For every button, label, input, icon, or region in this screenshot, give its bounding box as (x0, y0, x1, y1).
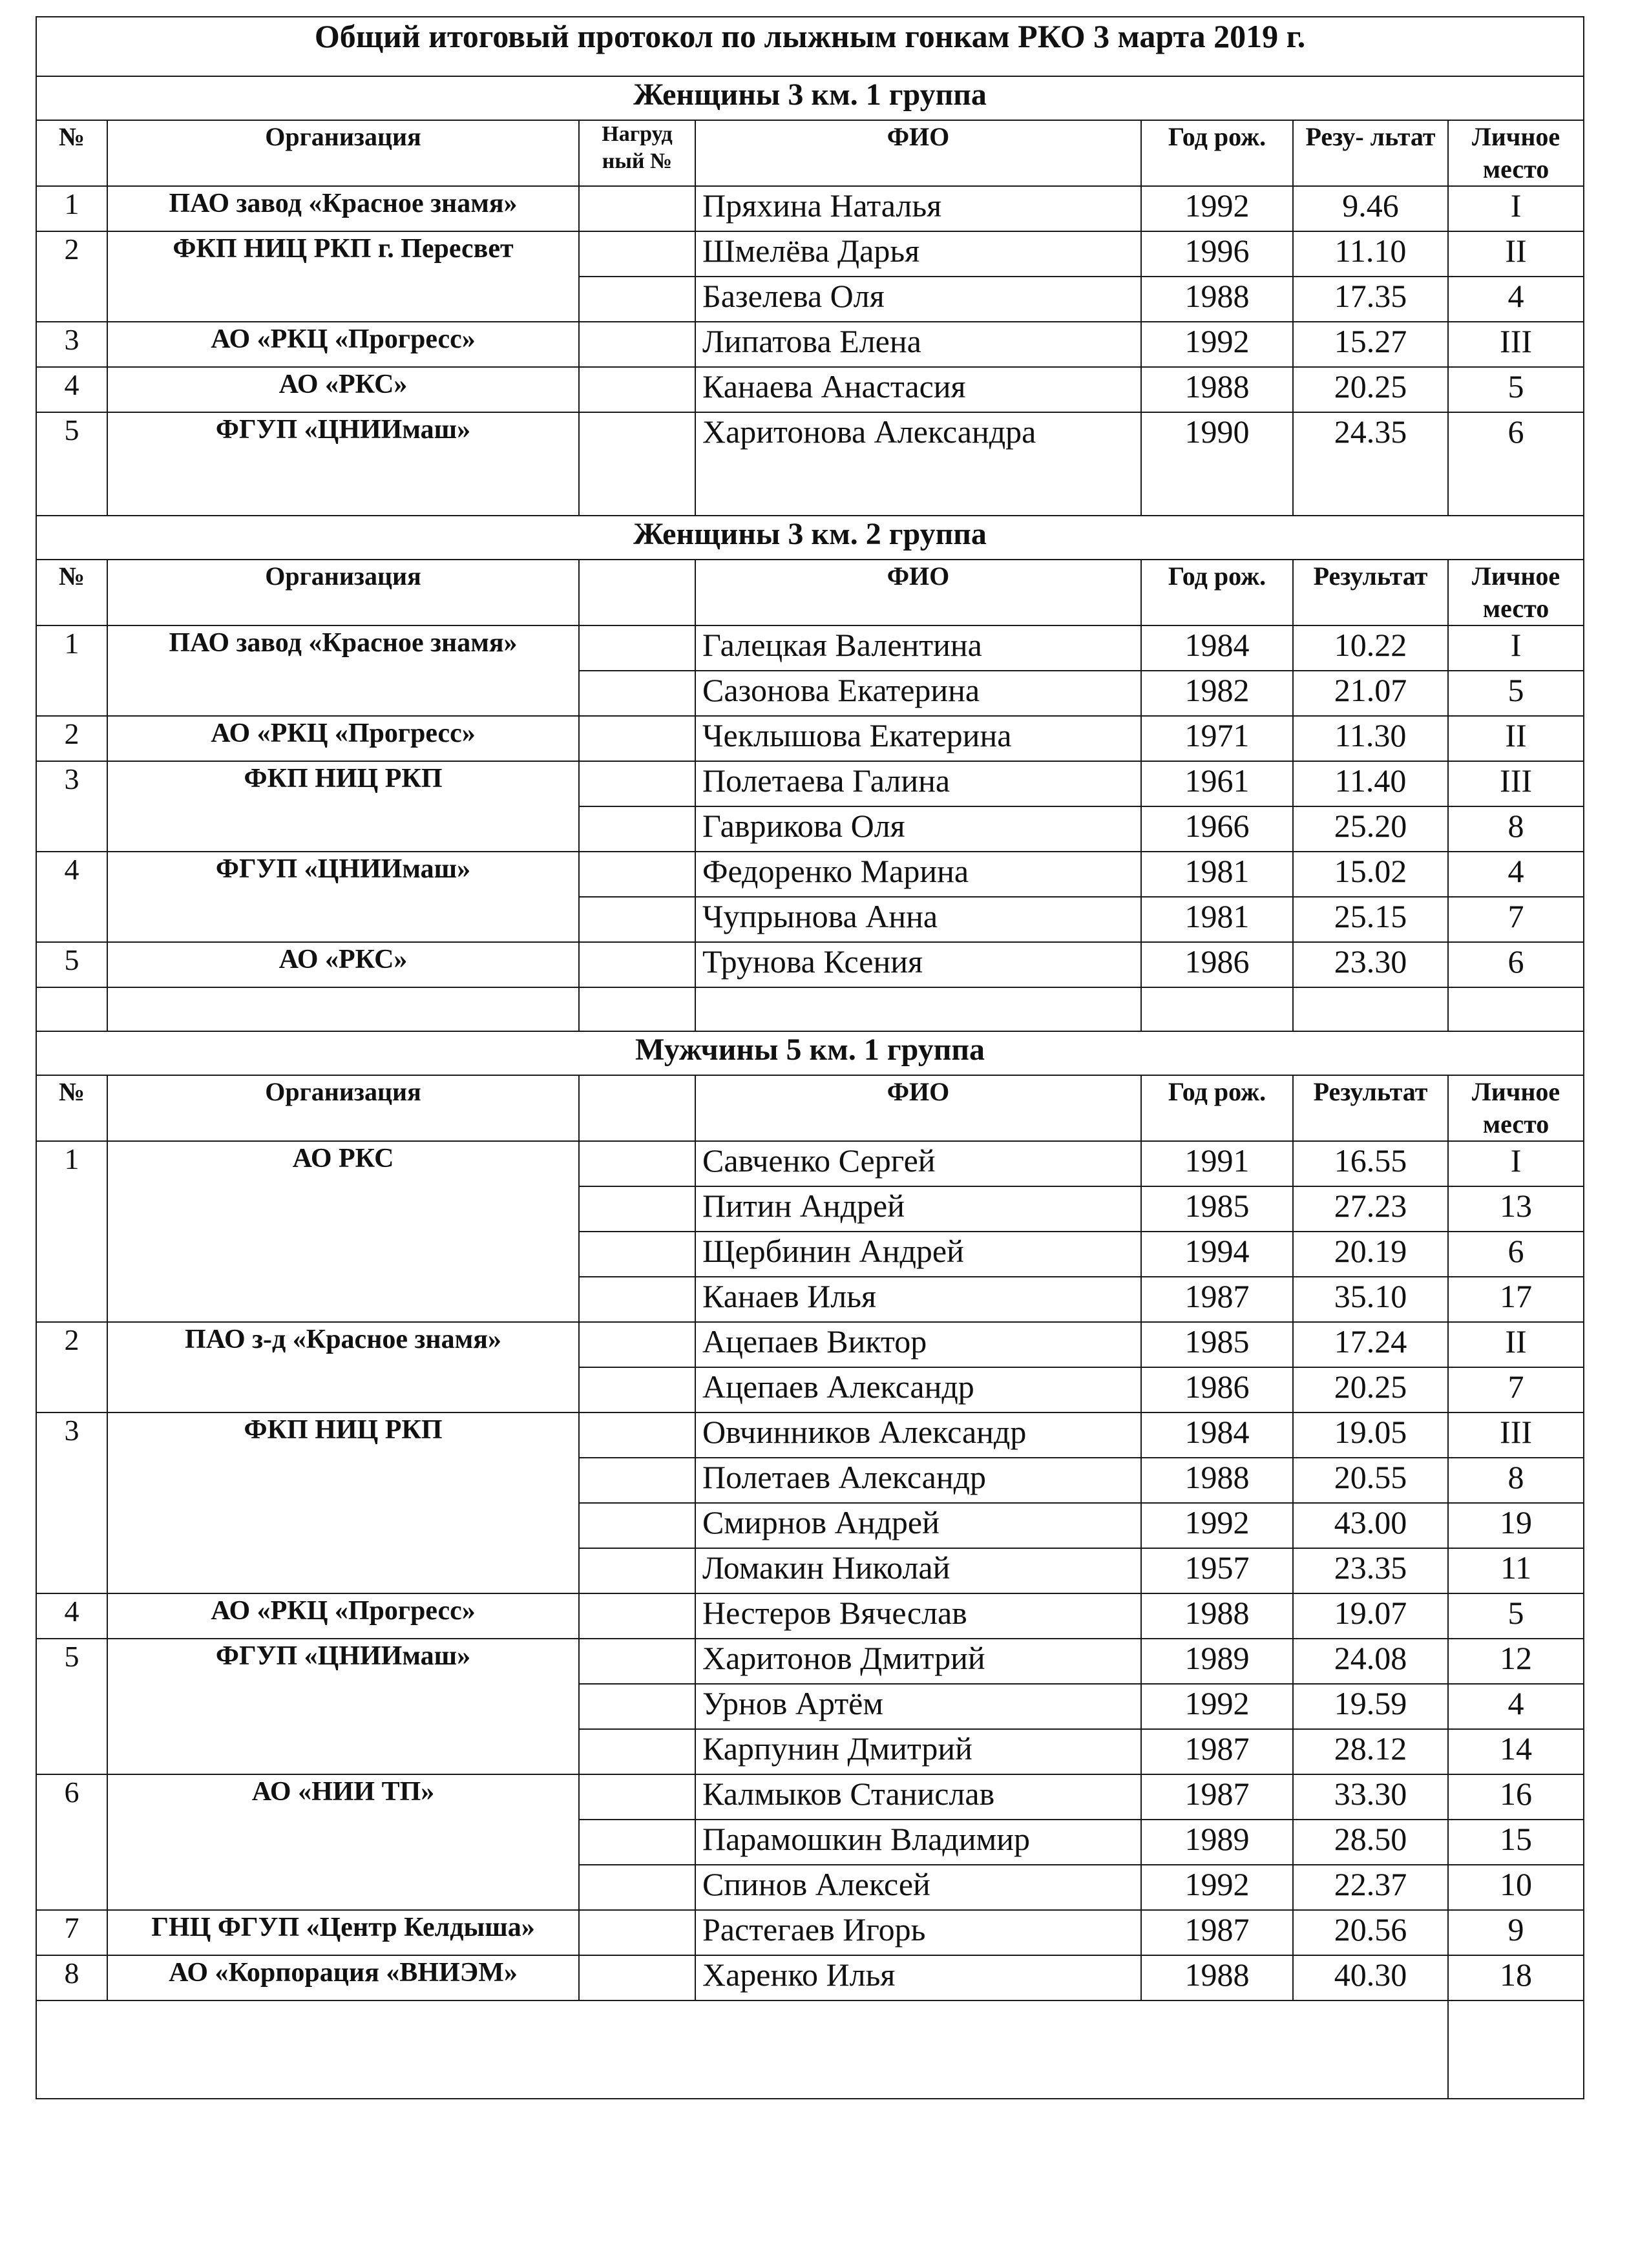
birth-year: 1986 (1141, 1367, 1293, 1412)
personal-place: 6 (1448, 412, 1584, 516)
race-result: 19.05 (1293, 1412, 1448, 1458)
race-result: 20.25 (1293, 367, 1448, 412)
header-org: Организация (107, 560, 579, 625)
bib-number (579, 1910, 695, 1955)
bib-number (579, 186, 695, 231)
entry-number: 5 (36, 942, 107, 987)
entry-number: 7 (36, 1910, 107, 1955)
entry-number: 6 (36, 1774, 107, 1910)
header-bib (579, 1075, 695, 1141)
athlete-name: Парамошкин Владимир (695, 1820, 1141, 1865)
bib-number (579, 1865, 695, 1910)
race-result: 9.46 (1293, 186, 1448, 231)
athlete-name: Ацепаев Виктор (695, 1322, 1141, 1367)
table-row (36, 1141, 1584, 1186)
header-org: Организация (107, 120, 579, 186)
entry-number: 3 (36, 1412, 107, 1593)
personal-place: 7 (1448, 897, 1584, 942)
header-year: Год рож. (1141, 560, 1293, 625)
bib-number (579, 1820, 695, 1865)
section-title-row (36, 516, 1584, 560)
race-result: 24.35 (1293, 412, 1448, 516)
race-result: 23.30 (1293, 942, 1448, 987)
table-row (36, 942, 1584, 987)
header-name: ФИО (695, 120, 1141, 186)
race-result: 28.50 (1293, 1820, 1448, 1865)
bib-number (579, 716, 695, 761)
header-num: № (36, 560, 107, 625)
personal-place: 5 (1448, 671, 1584, 716)
birth-year: 1988 (1141, 1955, 1293, 2000)
header-org: Организация (107, 1075, 579, 1141)
organization-name: ПАО з-д «Красное знамя» (107, 1322, 579, 1412)
bib-number (579, 322, 695, 367)
personal-place: 4 (1448, 852, 1584, 897)
race-result: 15.27 (1293, 322, 1448, 367)
table-row (36, 716, 1584, 761)
organization-name: ГНЦ ФГУП «Центр Келдыша» (107, 1910, 579, 1955)
personal-place: 8 (1448, 1458, 1584, 1503)
birth-year: 1986 (1141, 942, 1293, 987)
race-result: 27.23 (1293, 1186, 1448, 1232)
table-row (36, 1412, 1584, 1458)
race-result: 11.30 (1293, 716, 1448, 761)
birth-year: 1988 (1141, 1458, 1293, 1503)
personal-place: III (1448, 761, 1584, 806)
empty-cell (579, 987, 695, 1031)
race-result: 25.15 (1293, 897, 1448, 942)
header-bib (579, 560, 695, 625)
table-row (36, 322, 1584, 367)
race-result: 17.24 (1293, 1322, 1448, 1367)
bib-number (579, 897, 695, 942)
personal-place: 17 (1448, 1277, 1584, 1322)
athlete-name: Липатова Елена (695, 322, 1141, 367)
header-result: Резу- льтат (1293, 120, 1448, 186)
birth-year: 1988 (1141, 367, 1293, 412)
table-row (36, 1910, 1584, 1955)
athlete-name: Питин Андрей (695, 1186, 1141, 1232)
organization-name: АО «РКЦ «Прогресс» (107, 716, 579, 761)
bib-number (579, 1458, 695, 1503)
entry-number: 2 (36, 231, 107, 322)
race-result: 11.10 (1293, 231, 1448, 277)
athlete-name: Канаев Илья (695, 1277, 1141, 1322)
birth-year: 1971 (1141, 716, 1293, 761)
birth-year: 1961 (1141, 761, 1293, 806)
header-year: Год рож. (1141, 1075, 1293, 1141)
personal-place: 16 (1448, 1774, 1584, 1820)
birth-year: 1987 (1141, 1910, 1293, 1955)
athlete-name: Калмыков Станислав (695, 1774, 1141, 1820)
personal-place: III (1448, 1412, 1584, 1458)
personal-place: 11 (1448, 1548, 1584, 1593)
birth-year: 1987 (1141, 1729, 1293, 1774)
bib-number (579, 1729, 695, 1774)
race-result: 35.10 (1293, 1277, 1448, 1322)
birth-year: 1985 (1141, 1322, 1293, 1367)
personal-place: 4 (1448, 277, 1584, 322)
entry-number: 1 (36, 1141, 107, 1322)
bib-number (579, 1503, 695, 1548)
athlete-name: Пряхина Наталья (695, 186, 1141, 231)
protocol-table (36, 16, 1584, 2099)
personal-place: II (1448, 1322, 1584, 1367)
birth-year: 1987 (1141, 1774, 1293, 1820)
header-result: Результат (1293, 1075, 1448, 1141)
table-header-row (36, 560, 1584, 625)
table-row (36, 1322, 1584, 1367)
bib-number (579, 1322, 695, 1367)
entry-number: 1 (36, 625, 107, 716)
race-result: 20.55 (1293, 1458, 1448, 1503)
birth-year: 1992 (1141, 186, 1293, 231)
entry-number: 4 (36, 1593, 107, 1639)
personal-place: I (1448, 186, 1584, 231)
race-result: 25.20 (1293, 806, 1448, 852)
entry-number: 8 (36, 1955, 107, 2000)
athlete-name: Чупрынова Анна (695, 897, 1141, 942)
personal-place: I (1448, 1141, 1584, 1186)
race-result: 28.12 (1293, 1729, 1448, 1774)
empty-row (36, 987, 1584, 1031)
bib-number (579, 806, 695, 852)
birth-year: 1981 (1141, 897, 1293, 942)
organization-name: ФГУП «ЦНИИмаш» (107, 412, 579, 516)
empty-cell (1141, 987, 1293, 1031)
bib-number (579, 852, 695, 897)
athlete-name: Растегаев Игорь (695, 1910, 1141, 1955)
table-row (36, 1774, 1584, 1820)
organization-name: ФГУП «ЦНИИмаш» (107, 1639, 579, 1774)
organization-name: АО «РКЦ «Прогресс» (107, 1593, 579, 1639)
bib-number (579, 1186, 695, 1232)
bib-number (579, 671, 695, 716)
section-title: Мужчины 5 км. 1 группа (36, 1031, 1584, 1075)
section-title-row (36, 76, 1584, 120)
bib-number (579, 412, 695, 516)
bib-number (579, 1141, 695, 1186)
header-name: ФИО (695, 1075, 1141, 1141)
race-result: 10.22 (1293, 625, 1448, 671)
personal-place: 9 (1448, 1910, 1584, 1955)
section-title: Женщины 3 км. 2 группа (36, 516, 1584, 560)
organization-name: ПАО завод «Красное знамя» (107, 186, 579, 231)
header-bib: Нагруд ный № (579, 120, 695, 186)
birth-year: 1957 (1141, 1548, 1293, 1593)
personal-place: 10 (1448, 1865, 1584, 1910)
empty-row (36, 2000, 1584, 2099)
table-row (36, 186, 1584, 231)
race-result: 20.19 (1293, 1232, 1448, 1277)
race-result: 40.30 (1293, 1955, 1448, 2000)
athlete-name: Базелева Оля (695, 277, 1141, 322)
personal-place: 19 (1448, 1503, 1584, 1548)
birth-year: 1996 (1141, 231, 1293, 277)
header-place: Личное место (1448, 560, 1584, 625)
race-result: 19.59 (1293, 1684, 1448, 1729)
personal-place: 6 (1448, 942, 1584, 987)
bib-number (579, 625, 695, 671)
athlete-name: Галецкая Валентина (695, 625, 1141, 671)
section-title: Женщины 3 км. 1 группа (36, 76, 1584, 120)
birth-year: 1992 (1141, 322, 1293, 367)
bib-number (579, 942, 695, 987)
entry-number: 2 (36, 716, 107, 761)
bib-number (579, 1955, 695, 2000)
bib-number (579, 1548, 695, 1593)
athlete-name: Полетаева Галина (695, 761, 1141, 806)
organization-name: АО «РКЦ «Прогресс» (107, 322, 579, 367)
race-result: 22.37 (1293, 1865, 1448, 1910)
race-result: 23.35 (1293, 1548, 1448, 1593)
race-result: 33.30 (1293, 1774, 1448, 1820)
bib-number (579, 277, 695, 322)
bib-number (579, 1639, 695, 1684)
personal-place: 7 (1448, 1367, 1584, 1412)
birth-year: 1994 (1141, 1232, 1293, 1277)
table-row (36, 625, 1584, 671)
birth-year: 1988 (1141, 1593, 1293, 1639)
race-result: 21.07 (1293, 671, 1448, 716)
race-result: 20.25 (1293, 1367, 1448, 1412)
bib-number (579, 231, 695, 277)
bib-number (579, 1684, 695, 1729)
athlete-name: Ацепаев Александр (695, 1367, 1141, 1412)
header-num: № (36, 120, 107, 186)
race-result: 16.55 (1293, 1141, 1448, 1186)
personal-place: 15 (1448, 1820, 1584, 1865)
birth-year: 1990 (1141, 412, 1293, 516)
table-row (36, 761, 1584, 806)
athlete-name: Сазонова Екатерина (695, 671, 1141, 716)
race-result: 17.35 (1293, 277, 1448, 322)
entry-number: 1 (36, 186, 107, 231)
birth-year: 1985 (1141, 1186, 1293, 1232)
bib-number (579, 1277, 695, 1322)
table-row (36, 231, 1584, 277)
entry-number: 4 (36, 852, 107, 942)
table-row (36, 1593, 1584, 1639)
section-title-row (36, 1031, 1584, 1075)
table-row (36, 1639, 1584, 1684)
table-row (36, 367, 1584, 412)
athlete-name: Чеклышова Екатерина (695, 716, 1141, 761)
athlete-name: Гаврикова Оля (695, 806, 1141, 852)
bib-number (579, 1412, 695, 1458)
birth-year: 1991 (1141, 1141, 1293, 1186)
empty-cell (695, 987, 1141, 1031)
table-row (36, 1955, 1584, 2000)
race-result: 19.07 (1293, 1593, 1448, 1639)
organization-name: ПАО завод «Красное знамя» (107, 625, 579, 716)
athlete-name: Нестеров Вячеслав (695, 1593, 1141, 1639)
personal-place: II (1448, 231, 1584, 277)
header-place: Личное место (1448, 1075, 1584, 1141)
personal-place: 4 (1448, 1684, 1584, 1729)
athlete-name: Смирнов Андрей (695, 1503, 1141, 1548)
personal-place: 5 (1448, 367, 1584, 412)
athlete-name: Полетаев Александр (695, 1458, 1141, 1503)
athlete-name: Харитонов Дмитрий (695, 1639, 1141, 1684)
header-place: Личное место (1448, 120, 1584, 186)
empty-cell (1448, 2000, 1584, 2099)
table-row (36, 852, 1584, 897)
bib-number (579, 761, 695, 806)
race-result: 20.56 (1293, 1910, 1448, 1955)
athlete-name: Карпунин Дмитрий (695, 1729, 1141, 1774)
organization-name: ФКП НИЦ РКП (107, 761, 579, 852)
birth-year: 1988 (1141, 277, 1293, 322)
organization-name: АО «РКС» (107, 942, 579, 987)
athlete-name: Трунова Ксения (695, 942, 1141, 987)
athlete-name: Федоренко Марина (695, 852, 1141, 897)
birth-year: 1984 (1141, 1412, 1293, 1458)
athlete-name: Шмелёва Дарья (695, 231, 1141, 277)
personal-place: 18 (1448, 1955, 1584, 2000)
protocol-page (36, 16, 1583, 2099)
personal-place: 5 (1448, 1593, 1584, 1639)
empty-cell (36, 987, 107, 1031)
table-header-row (36, 120, 1584, 186)
birth-year: 1989 (1141, 1639, 1293, 1684)
athlete-name: Ломакин Николай (695, 1548, 1141, 1593)
entry-number: 5 (36, 1639, 107, 1774)
athlete-name: Харитонова Александра (695, 412, 1141, 516)
bib-number (579, 367, 695, 412)
entry-number: 4 (36, 367, 107, 412)
athlete-name: Савченко Сергей (695, 1141, 1141, 1186)
header-num: № (36, 1075, 107, 1141)
race-result: 43.00 (1293, 1503, 1448, 1548)
personal-place: I (1448, 625, 1584, 671)
birth-year: 1992 (1141, 1865, 1293, 1910)
personal-place: II (1448, 716, 1584, 761)
birth-year: 1984 (1141, 625, 1293, 671)
empty-cell (1293, 987, 1448, 1031)
birth-year: 1981 (1141, 852, 1293, 897)
header-year: Год рож. (1141, 120, 1293, 186)
document-title: Общий итоговый протокол по лыжным гонкам РКО 3 марта 2019 г. (36, 17, 1584, 76)
entry-number: 2 (36, 1322, 107, 1412)
entry-number: 5 (36, 412, 107, 516)
race-result: 11.40 (1293, 761, 1448, 806)
bib-number (579, 1593, 695, 1639)
personal-place: 12 (1448, 1639, 1584, 1684)
organization-name: АО «РКС» (107, 367, 579, 412)
race-result: 24.08 (1293, 1639, 1448, 1684)
birth-year: 1966 (1141, 806, 1293, 852)
bib-number (579, 1232, 695, 1277)
entry-number: 3 (36, 322, 107, 367)
birth-year: 1992 (1141, 1503, 1293, 1548)
personal-place: 6 (1448, 1232, 1584, 1277)
bib-number (579, 1774, 695, 1820)
organization-name: АО «Корпорация «ВНИЭМ» (107, 1955, 579, 2000)
header-result: Результат (1293, 560, 1448, 625)
birth-year: 1989 (1141, 1820, 1293, 1865)
empty-cell (1448, 987, 1584, 1031)
bib-number (579, 1367, 695, 1412)
organization-name: ФГУП «ЦНИИмаш» (107, 852, 579, 942)
athlete-name: Харенко Илья (695, 1955, 1141, 2000)
table-row (36, 412, 1584, 516)
birth-year: 1992 (1141, 1684, 1293, 1729)
organization-name: АО РКС (107, 1141, 579, 1322)
table-header-row (36, 1075, 1584, 1141)
personal-place: III (1448, 322, 1584, 367)
entry-number: 3 (36, 761, 107, 852)
athlete-name: Канаева Анастасия (695, 367, 1141, 412)
empty-cell (107, 987, 579, 1031)
organization-name: АО «НИИ ТП» (107, 1774, 579, 1910)
empty-cell (36, 2000, 1448, 2099)
athlete-name: Овчинников Александр (695, 1412, 1141, 1458)
athlete-name: Щербинин Андрей (695, 1232, 1141, 1277)
personal-place: 13 (1448, 1186, 1584, 1232)
athlete-name: Урнов Артём (695, 1684, 1141, 1729)
race-result: 15.02 (1293, 852, 1448, 897)
organization-name: ФКП НИЦ РКП (107, 1412, 579, 1593)
athlete-name: Спинов Алексей (695, 1865, 1141, 1910)
birth-year: 1987 (1141, 1277, 1293, 1322)
birth-year: 1982 (1141, 671, 1293, 716)
personal-place: 14 (1448, 1729, 1584, 1774)
organization-name: ФКП НИЦ РКП г. Пересвет (107, 231, 579, 322)
personal-place: 8 (1448, 806, 1584, 852)
header-name: ФИО (695, 560, 1141, 625)
